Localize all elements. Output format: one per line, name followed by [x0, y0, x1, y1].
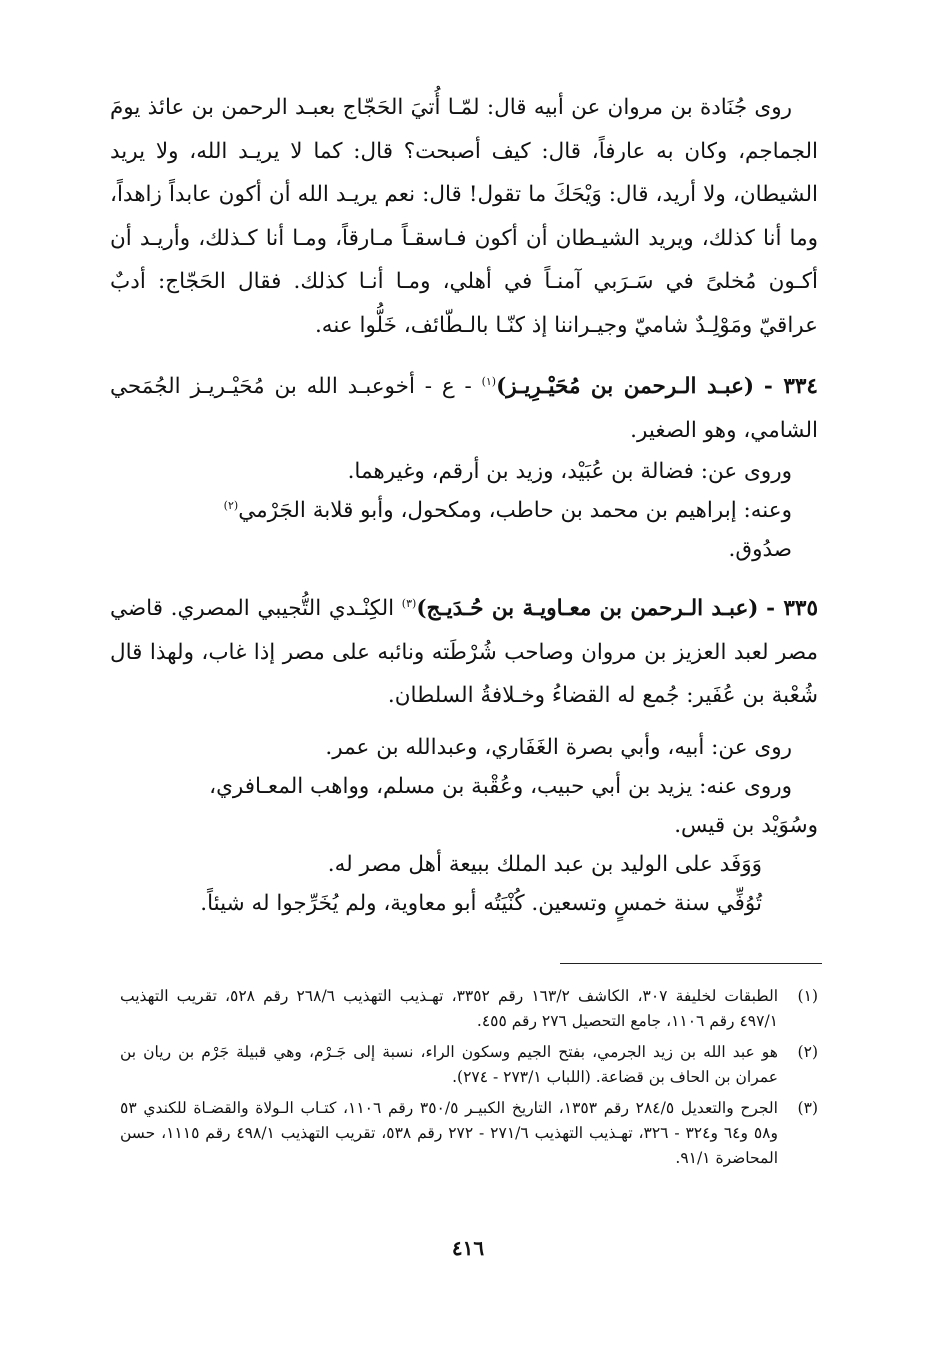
page-number: ٤١٦ [451, 1236, 485, 1260]
opening-paragraph: روى جُنَادة بن مروان عن أبيه قال: لمّـا أُتيَ الحَجّاج بعبـد الرحمن بن عائذ يومَ الجماجم، وكان به عارفاً، قال: كيف أصبحت؟ قال: كما لا يريـد الله، ولا يريد الشيطان، ولا أريد، قال: وَيْحَكَ ما تقول! قال: نعم يريـد الله أن أكون عابداً زاهداً، وما أنا كذلك، ويريد الشيـطان أن أكون فـاسقـاً مـارقاً، ومـا أنا كـذلك، وأريـد أن أكـون مُخلىً في سَـرَبي آمنـاً في أهلي، ومـا أنـا كذلك. فقال الحَجّاج: أدبٌ عراقيّ ومَوْلِـدٌ شاميّ وجيـراننا إذ كنّـا بالـطّائف، خَلُّوا عنه. [110, 95, 818, 338]
entry-334-description: - ع - أخوعبـد الله بن مُحَيْـريـز الجُمَحي الشامي، وهو الصغير. [110, 374, 818, 443]
entry-334-heading [110, 365, 818, 452]
footnote-2 [120, 1040, 818, 1090]
footnotes [120, 984, 818, 1177]
entry-335-death: تُوُفِّي سنة خمسٍ وتسعين. كُنْيَتُه أبو معاوية، ولم يُخَرِّجوا له شيئاً. [200, 890, 762, 916]
footnote-2-mark: (٢) [797, 1043, 818, 1061]
footnote-ref-2: (٢) [223, 498, 239, 512]
footnote-1 [120, 984, 818, 1034]
entry-334 [110, 365, 818, 569]
entry-334-grade: صدُوق. [728, 537, 792, 562]
entry-335-number: ٣٣٥ - [766, 596, 818, 621]
entry-335-from-him-cont: وسُوَيْد بن قيس. [674, 812, 818, 838]
footnote-2-text: هو عبد الله بن زيد الجرمي، بفتح الجيم وسكون الراء، نسبة إلى جَـرْم، وهي قبيلة جَرْم بن ريان بن عمران بن الحاف بن قضاعة. (اللباب ٢٧٣/١ - ٢٧٤). [120, 1043, 778, 1086]
entry-334-from-him [110, 491, 818, 530]
entry-335-visit: وَوَفَد على الوليد بن عبد الملك ببيعة أهل مصر له. [327, 851, 762, 877]
footnote-3-mark: (٣) [797, 1099, 818, 1117]
entry-334-from-him-text: وعنه: إبراهيم بن محمد بن حاطب، ومكحول، وأبو قلابة الجَرْمي [238, 498, 792, 523]
footnote-ref-1: (١) [481, 374, 497, 388]
footnote-3-text: الجرح والتعديل ٢٨٤/٥ رقم ١٣٥٣، التاريخ الكبيـر ٣٥٠/٥ رقم ١١٠٦، كتـاب الـولاة والقضـاة للكندي ٥٣ و٥٨ و٦٤ و٣٢٤ - ٣٢٦، تهـذيب التهذيب ٢٧١/٦ - ٢٧٢ رقم ٥٣٨، تقريب التهذيب ٤٩٨/١ رقم ١١١٥، حسن المحاضرة ٩١/١. [120, 1099, 778, 1167]
entry-335 [110, 587, 818, 923]
entry-335-from-him: وروى عنه: يزيد بن أبي حبيب، وعُقْبة بن مسلم، وواهب المعـافري، [209, 773, 792, 799]
footnote-1-mark: (١) [797, 987, 818, 1005]
spacer [110, 718, 818, 728]
footnote-ref-3: (٣) [401, 596, 417, 610]
footnote-3 [120, 1096, 818, 1171]
entry-334-number: ٣٣٤ - [763, 374, 818, 399]
footnote-separator [560, 963, 822, 964]
entry-335-name: (عبـد الـرحمن بن معـاويـة بن حُـدَيـج) [416, 596, 759, 621]
footnote-1-text: الطبقات لخليفة ٣٠٧، الكاشف ١٦٣/٢ رقم ٣٣٥٢، تهـذيب التهذيب ٢٦٨/٦ رقم ٥٢٨، تقريب التهذيب ٤٩٧/١ رقم ١١٠٦، جامع التحصيل ٢٧٦ رقم ٤٥٥. [120, 987, 778, 1030]
entry-335-narrated-from: روى عن: أبيه، وأبي بصرة الغَفَاري، وعبدالله بن عمر. [325, 734, 792, 760]
entry-335-heading [110, 587, 818, 718]
entry-334-narrated-from: وروى عن: فضالة بن عُبَيْد، وزيد بن أرقم، وغيرهما. [347, 459, 792, 484]
entry-334-name: (عبـد الـرحمن بن مُحَيْـرِيـز) [496, 374, 755, 399]
entry-335-description: الكِنْـدي التُّجيبي المصري. قاضي مصر لعبد العزيز بن مروان وصاحب شُرْطَته ونائبه على مصر إذا غاب، ولهذا قال شُعْبة بن عُفَير: جُمع له القضاءُ وخـلافةُ السلطان. [110, 596, 818, 708]
